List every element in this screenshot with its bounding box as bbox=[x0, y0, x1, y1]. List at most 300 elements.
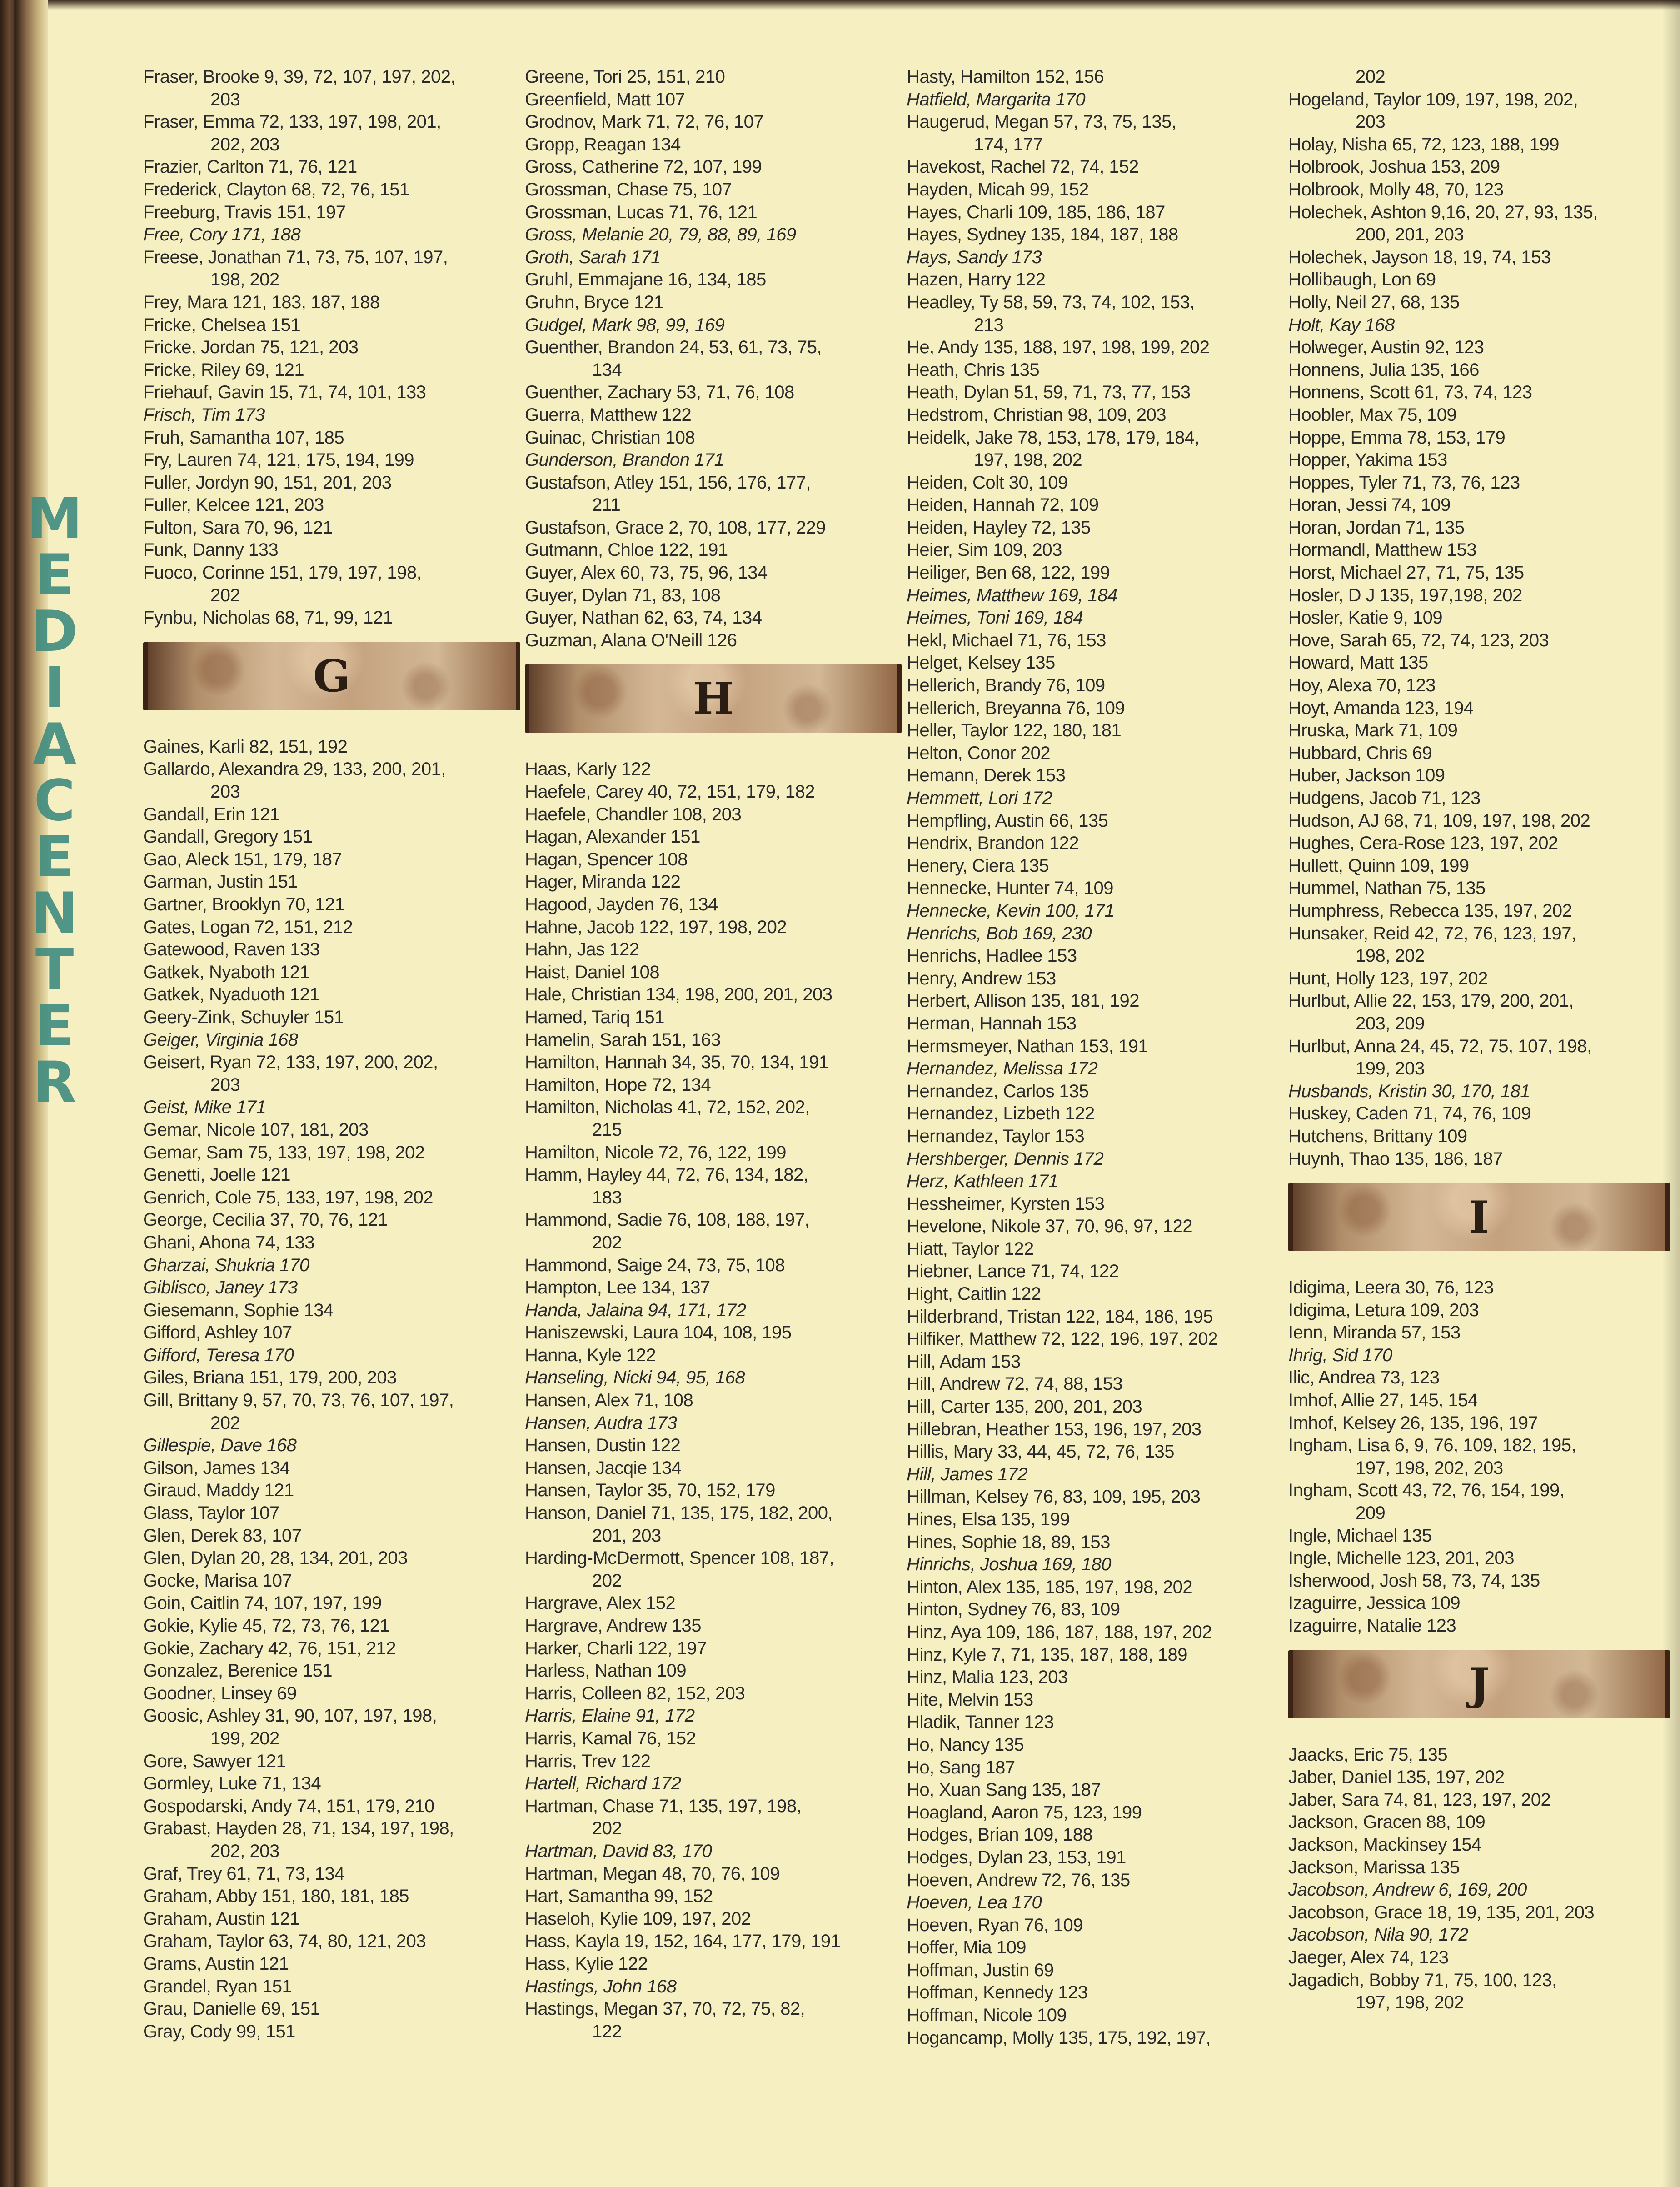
index-entry-continuation: 201, 203 bbox=[592, 1525, 661, 1546]
index-entry: Hoffer, Mia 109 bbox=[907, 1937, 1027, 1958]
index-entry: Hager, Miranda 122 bbox=[525, 872, 681, 892]
index-entry: Goin, Caitlin 74, 107, 197, 199 bbox=[143, 1593, 382, 1613]
index-entry: Izaguirre, Jessica 109 bbox=[1288, 1593, 1461, 1613]
index-entry: Hormandl, Matthew 153 bbox=[1288, 540, 1477, 560]
index-entry: Freese, Jonathan 71, 73, 75, 107, 197, bbox=[143, 247, 448, 267]
index-entry: Jacobson, Nila 90, 172 bbox=[1288, 1925, 1468, 1945]
index-entry: Hartman, Megan 48, 70, 76, 109 bbox=[525, 1863, 780, 1884]
index-entry: Ihrig, Sid 170 bbox=[1288, 1345, 1392, 1365]
index-entry: Garman, Justin 151 bbox=[143, 872, 298, 892]
index-entry-continuation: 197, 198, 202 bbox=[974, 450, 1082, 470]
index-entry: Handa, Jalaina 94, 171, 172 bbox=[525, 1300, 746, 1320]
index-entry: Frisch, Tim 173 bbox=[143, 404, 265, 425]
index-entry: Hansen, Taylor 35, 70, 152, 179 bbox=[525, 1480, 775, 1501]
index-entry: Jacobson, Andrew 6, 169, 200 bbox=[1288, 1880, 1527, 1900]
index-entry: Heiden, Hannah 72, 109 bbox=[907, 495, 1099, 515]
index-entry: Gonzalez, Berenice 151 bbox=[143, 1661, 332, 1681]
index-entry: Ingham, Lisa 6, 9, 76, 109, 182, 195, bbox=[1288, 1435, 1576, 1456]
spine-letter: T bbox=[35, 937, 74, 1003]
index-entry: Gilson, James 134 bbox=[143, 1458, 290, 1478]
index-entry: Gruhn, Bryce 121 bbox=[525, 292, 664, 312]
index-entry: Fraser, Emma 72, 133, 197, 198, 201, bbox=[143, 112, 441, 132]
index-entry: Hamilton, Hannah 34, 35, 70, 134, 191 bbox=[525, 1052, 829, 1073]
index-entry: Hight, Caitlin 122 bbox=[907, 1284, 1041, 1304]
index-entry: Hinton, Sydney 76, 83, 109 bbox=[907, 1599, 1120, 1620]
index-entry: Hansen, Audra 173 bbox=[525, 1413, 677, 1433]
index-entry: Hoffman, Kennedy 123 bbox=[907, 1982, 1088, 2003]
index-entry: Heidelk, Jake 78, 153, 178, 179, 184, bbox=[907, 427, 1200, 448]
index-entry-continuation: 202, 203 bbox=[210, 134, 279, 155]
index-entry: Holechek, Ashton 9,16, 20, 27, 93, 135, bbox=[1288, 202, 1598, 222]
index-entry: Holechek, Jayson 18, 19, 74, 153 bbox=[1288, 247, 1551, 267]
index-entry-continuation: 203 bbox=[210, 782, 240, 802]
index-entry: Hoeven, Andrew 72, 76, 135 bbox=[907, 1870, 1130, 1890]
index-entry: Jaeger, Alex 74, 123 bbox=[1288, 1947, 1449, 1967]
index-entry: Jaber, Sara 74, 81, 123, 197, 202 bbox=[1288, 1789, 1551, 1810]
index-entry: Gunderson, Brandon 171 bbox=[525, 450, 724, 470]
section-letter-banner bbox=[1288, 1183, 1670, 1251]
index-entry: Guenther, Brandon 24, 53, 61, 73, 75, bbox=[525, 337, 822, 358]
index-entry: Gross, Melanie 20, 79, 88, 89, 169 bbox=[525, 225, 796, 245]
index-entry: Ienn, Miranda 57, 153 bbox=[1288, 1323, 1461, 1343]
index-entry: Funk, Danny 133 bbox=[143, 540, 279, 560]
index-entry-continuation: 202 bbox=[592, 1570, 622, 1591]
index-entry: Hilderbrand, Tristan 122, 184, 186, 195 bbox=[907, 1306, 1213, 1327]
index-entry: Hansen, Jacqie 134 bbox=[525, 1458, 682, 1478]
index-entry: Gill, Brittany 9, 57, 70, 73, 76, 107, 197, bbox=[143, 1390, 454, 1411]
index-entry: Honnens, Julia 135, 166 bbox=[1288, 360, 1479, 380]
index-entry: Gropp, Reagan 134 bbox=[525, 134, 681, 155]
index-entry: Hayden, Micah 99, 152 bbox=[907, 179, 1089, 200]
index-entry: Hodges, Brian 109, 188 bbox=[907, 1825, 1093, 1845]
index-entry: Holbrook, Joshua 153, 209 bbox=[1288, 157, 1500, 177]
index-entry: Hartell, Richard 172 bbox=[525, 1773, 681, 1794]
spine-letter: D bbox=[31, 599, 78, 664]
index-entry: Gutmann, Chloe 122, 191 bbox=[525, 540, 728, 560]
index-entry: Heimes, Toni 169, 184 bbox=[907, 608, 1083, 628]
index-entry: Guyer, Alex 60, 73, 75, 96, 134 bbox=[525, 563, 768, 583]
index-entry: Isherwood, Josh 58, 73, 74, 135 bbox=[1288, 1570, 1540, 1591]
index-entry: Freeburg, Travis 151, 197 bbox=[143, 202, 346, 222]
index-entry: Hazen, Harry 122 bbox=[907, 270, 1046, 290]
index-entry-continuation: 122 bbox=[592, 2021, 622, 2042]
index-entry: Haugerud, Megan 57, 73, 75, 135, bbox=[907, 112, 1176, 132]
index-entry: Fruh, Samantha 107, 185 bbox=[143, 427, 344, 448]
index-entry-continuation: 199, 202 bbox=[210, 1728, 279, 1748]
index-entry-continuation: 202 bbox=[1356, 67, 1386, 87]
index-entry: Horan, Jordan 71, 135 bbox=[1288, 517, 1465, 538]
index-entry: Giraud, Maddy 121 bbox=[143, 1480, 294, 1501]
index-entry: Hammond, Sadie 76, 108, 188, 197, bbox=[525, 1210, 810, 1230]
section-letter: G bbox=[313, 650, 350, 702]
index-entry: Free, Cory 171, 188 bbox=[143, 225, 301, 245]
index-entry-continuation: 134 bbox=[592, 360, 622, 380]
spine-letter: A bbox=[33, 712, 76, 777]
index-entry: Frederick, Clayton 68, 72, 76, 151 bbox=[143, 179, 409, 200]
index-entry: Grau, Danielle 69, 151 bbox=[143, 1999, 320, 2019]
index-entry: Hoeven, Ryan 76, 109 bbox=[907, 1915, 1083, 1935]
index-entry: Haist, Daniel 108 bbox=[525, 962, 660, 982]
index-entry: Hove, Sarah 65, 72, 74, 123, 203 bbox=[1288, 630, 1549, 650]
index-entry: Grabast, Hayden 28, 71, 134, 197, 198, bbox=[143, 1818, 454, 1839]
index-entry-continuation: 203, 209 bbox=[1356, 1013, 1425, 1034]
index-entry: Hoeven, Lea 170 bbox=[907, 1892, 1042, 1913]
index-entry: Geiger, Virginia 168 bbox=[143, 1029, 298, 1050]
index-entry: Hammond, Saige 24, 73, 75, 108 bbox=[525, 1255, 785, 1275]
index-entry: Giles, Briana 151, 179, 200, 203 bbox=[143, 1368, 397, 1388]
index-entry: Hartman, David 83, 170 bbox=[525, 1841, 712, 1861]
index-entry: Herz, Kathleen 171 bbox=[907, 1171, 1058, 1192]
index-entry: Headley, Ty 58, 59, 73, 74, 102, 153, bbox=[907, 292, 1195, 312]
index-entry: Hruska, Mark 71, 109 bbox=[1288, 720, 1458, 741]
spine-letter: I bbox=[44, 655, 65, 721]
index-entry: Gao, Aleck 151, 179, 187 bbox=[143, 849, 342, 869]
index-entry: Goosic, Ashley 31, 90, 107, 197, 198, bbox=[143, 1706, 437, 1726]
index-entry: Hershberger, Dennis 172 bbox=[907, 1148, 1104, 1169]
index-entry: Gandall, Gregory 151 bbox=[143, 827, 313, 847]
index-entry: Hermsmeyer, Nathan 153, 191 bbox=[907, 1036, 1148, 1056]
index-entry: Ho, Sang 187 bbox=[907, 1757, 1015, 1778]
index-entry: Fricke, Chelsea 151 bbox=[143, 315, 301, 335]
index-entry: Heiliger, Ben 68, 122, 199 bbox=[907, 563, 1110, 583]
index-entry: Fuller, Jordyn 90, 151, 201, 203 bbox=[143, 472, 392, 493]
spine-letter: E bbox=[35, 543, 74, 608]
index-entry: Hinton, Alex 135, 185, 197, 198, 202 bbox=[907, 1577, 1193, 1597]
index-entry: Henery, Ciera 135 bbox=[907, 855, 1049, 876]
index-entry: Frey, Mara 121, 183, 187, 188 bbox=[143, 292, 380, 312]
index-entry: Holweger, Austin 92, 123 bbox=[1288, 337, 1484, 358]
index-entry: Geery-Zink, Schuyler 151 bbox=[143, 1007, 344, 1027]
index-entry: Hopper, Yakima 153 bbox=[1288, 450, 1447, 470]
index-entry: Gaines, Karli 82, 151, 192 bbox=[143, 736, 348, 757]
index-entry: Hart, Samantha 99, 152 bbox=[525, 1886, 713, 1907]
index-entry: Holly, Neil 27, 68, 135 bbox=[1288, 292, 1460, 312]
index-entry: Heiden, Hayley 72, 135 bbox=[907, 517, 1091, 538]
index-entry: Hines, Elsa 135, 199 bbox=[907, 1509, 1070, 1529]
spine-letter: E bbox=[35, 994, 74, 1059]
index-entry: Jacobson, Grace 18, 19, 135, 201, 203 bbox=[1288, 1902, 1595, 1922]
index-entry: Harris, Elaine 91, 172 bbox=[525, 1706, 695, 1726]
index-entry: Hampton, Lee 134, 137 bbox=[525, 1278, 710, 1298]
index-entry: Hennecke, Hunter 74, 109 bbox=[907, 878, 1113, 899]
index-entry: Heier, Sim 109, 203 bbox=[907, 540, 1062, 560]
index-entry: Haas, Karly 122 bbox=[525, 759, 651, 779]
index-entry: Hedstrom, Christian 98, 109, 203 bbox=[907, 404, 1166, 425]
index-entry: Hinz, Kyle 7, 71, 135, 187, 188, 189 bbox=[907, 1644, 1187, 1665]
index-entry: Husbands, Kristin 30, 170, 181 bbox=[1288, 1081, 1530, 1101]
index-entry: Glen, Derek 83, 107 bbox=[143, 1525, 302, 1546]
index-entry: Gore, Sawyer 121 bbox=[143, 1751, 286, 1771]
index-entry: Huber, Jackson 109 bbox=[1288, 765, 1445, 786]
index-entry: Gatkek, Nyaboth 121 bbox=[143, 962, 310, 982]
index-entry: He, Andy 135, 188, 197, 198, 199, 202 bbox=[907, 337, 1210, 358]
index-entry-continuation: 200, 201, 203 bbox=[1356, 225, 1464, 245]
index-entry: Graham, Austin 121 bbox=[143, 1908, 300, 1929]
index-entry: Grossman, Chase 75, 107 bbox=[525, 179, 732, 200]
page-top-edge bbox=[48, 0, 1680, 10]
index-entry: Gallardo, Alexandra 29, 133, 200, 201, bbox=[143, 759, 446, 779]
index-entry: Harker, Charli 122, 197 bbox=[525, 1638, 707, 1658]
section-letter-banner bbox=[525, 664, 902, 733]
index-entry: Hogancamp, Molly 135, 175, 192, 197, bbox=[907, 2027, 1211, 2048]
index-entry: Gharzai, Shukria 170 bbox=[143, 1255, 309, 1275]
index-entry: Haniszewski, Laura 104, 108, 195 bbox=[525, 1323, 792, 1343]
index-entry: Honnens, Scott 61, 73, 74, 123 bbox=[1288, 382, 1532, 403]
index-entry: Hass, Kayla 19, 152, 164, 177, 179, 191 bbox=[525, 1931, 841, 1952]
index-entry: Hodges, Dylan 23, 153, 191 bbox=[907, 1847, 1126, 1867]
index-entry: Harris, Kamal 76, 152 bbox=[525, 1728, 696, 1748]
index-entry: Idigima, Leera 30, 76, 123 bbox=[1288, 1278, 1494, 1298]
index-entry: Heath, Dylan 51, 59, 71, 73, 77, 153 bbox=[907, 382, 1191, 403]
index-entry: Howard, Matt 135 bbox=[1288, 653, 1428, 673]
index-entry: Horst, Michael 27, 71, 75, 135 bbox=[1288, 563, 1524, 583]
index-column-2 bbox=[525, 66, 902, 2043]
index-entry: Gustafson, Grace 2, 70, 108, 177, 229 bbox=[525, 517, 826, 538]
index-entry: Harless, Nathan 109 bbox=[525, 1661, 687, 1681]
index-entry: Hevelone, Nikole 37, 70, 96, 97, 122 bbox=[907, 1216, 1193, 1237]
index-entry: Ho, Xuan Sang 135, 187 bbox=[907, 1780, 1101, 1800]
index-entry: Hamm, Hayley 44, 72, 76, 134, 182, bbox=[525, 1165, 808, 1185]
index-entry: Hasty, Hamilton 152, 156 bbox=[907, 67, 1104, 87]
index-entry: Henrichs, Hadlee 153 bbox=[907, 946, 1077, 966]
index-entry: Hutchens, Brittany 109 bbox=[1288, 1126, 1467, 1146]
index-entry: Hanna, Kyle 122 bbox=[525, 1345, 656, 1365]
index-entry: Hernandez, Melissa 172 bbox=[907, 1059, 1098, 1079]
index-entry: Hernandez, Lizbeth 122 bbox=[907, 1103, 1095, 1124]
index-entry: Imhof, Kelsey 26, 135, 196, 197 bbox=[1288, 1413, 1538, 1433]
index-entry: Heimes, Matthew 169, 184 bbox=[907, 585, 1117, 605]
index-entry: Fricke, Riley 69, 121 bbox=[143, 360, 304, 380]
index-entry: Groth, Sarah 171 bbox=[525, 247, 661, 267]
index-entry: Hurlbut, Allie 22, 153, 179, 200, 201, bbox=[1288, 991, 1574, 1011]
spine-letter: C bbox=[34, 768, 75, 834]
index-entry: Gifford, Teresa 170 bbox=[143, 1345, 294, 1365]
index-entry: Hinz, Malia 123, 203 bbox=[907, 1667, 1068, 1688]
index-entry: Grodnov, Mark 71, 72, 76, 107 bbox=[525, 112, 764, 132]
index-entry: Henrichs, Bob 169, 230 bbox=[907, 923, 1092, 944]
index-entry: Hahn, Jas 122 bbox=[525, 939, 639, 960]
index-entry: Herbert, Allison 135, 181, 192 bbox=[907, 991, 1140, 1011]
index-entry: Grandel, Ryan 151 bbox=[143, 1976, 292, 1997]
index-entry: Ilic, Andrea 73, 123 bbox=[1288, 1368, 1440, 1388]
index-entry: Gemar, Nicole 107, 181, 203 bbox=[143, 1119, 369, 1140]
index-entry: Ingle, Michelle 123, 201, 203 bbox=[1288, 1548, 1514, 1568]
index-entry: Hill, James 172 bbox=[907, 1464, 1027, 1484]
index-entry: Haefele, Carey 40, 72, 151, 179, 182 bbox=[525, 782, 815, 802]
spine-letter: E bbox=[35, 824, 74, 890]
index-entry: Jackson, Gracen 88, 109 bbox=[1288, 1812, 1486, 1832]
index-entry: Imhof, Allie 27, 145, 154 bbox=[1288, 1390, 1478, 1411]
index-entry: Gokie, Kylie 45, 72, 73, 76, 121 bbox=[143, 1616, 390, 1636]
spine-letter: N bbox=[31, 881, 78, 946]
index-entry-continuation: 202 bbox=[592, 1818, 622, 1839]
index-entry: Henry, Andrew 153 bbox=[907, 968, 1056, 989]
index-entry: Hummel, Nathan 75, 135 bbox=[1288, 878, 1486, 899]
index-entry: Hamilton, Nicholas 41, 72, 152, 202, bbox=[525, 1097, 810, 1118]
index-entry: Hollibaugh, Lon 69 bbox=[1288, 270, 1436, 290]
index-entry: Hite, Melvin 153 bbox=[907, 1689, 1033, 1710]
index-entry: Harris, Trev 122 bbox=[525, 1751, 651, 1771]
index-entry: Guinac, Christian 108 bbox=[525, 427, 695, 448]
index-entry: Haseloh, Kylie 109, 197, 202 bbox=[525, 1908, 751, 1929]
index-entry: Hays, Sandy 173 bbox=[907, 247, 1042, 267]
index-entry: Huynh, Thao 135, 186, 187 bbox=[1288, 1148, 1503, 1169]
index-entry-continuation: 197, 198, 202 bbox=[1356, 1992, 1464, 2013]
index-entry: Hemann, Derek 153 bbox=[907, 765, 1066, 786]
index-entry: Hellerich, Breyanna 76, 109 bbox=[907, 698, 1125, 718]
index-entry-continuation: 211 bbox=[592, 495, 621, 515]
index-entry: Hale, Christian 134, 198, 200, 201, 203 bbox=[525, 984, 833, 1005]
index-entry: Fry, Lauren 74, 121, 175, 194, 199 bbox=[143, 450, 414, 470]
index-entry: Harding-McDermott, Spencer 108, 187, bbox=[525, 1548, 834, 1568]
index-entry: Hogeland, Taylor 109, 197, 198, 202, bbox=[1288, 89, 1578, 110]
index-entry: George, Cecilia 37, 70, 76, 121 bbox=[143, 1210, 388, 1230]
index-entry-continuation: 198, 202 bbox=[1356, 946, 1425, 966]
index-entry: Gudgel, Mark 98, 99, 169 bbox=[525, 315, 725, 335]
index-column-4 bbox=[1288, 66, 1670, 2014]
index-entry: Greenfield, Matt 107 bbox=[525, 89, 685, 110]
index-entry: Ghani, Ahona 74, 133 bbox=[143, 1232, 314, 1253]
index-entry-continuation: 198, 202 bbox=[210, 270, 279, 290]
index-column-3 bbox=[907, 66, 1284, 2049]
index-entry: Genetti, Joelle 121 bbox=[143, 1165, 291, 1185]
index-entry: Heiden, Colt 30, 109 bbox=[907, 472, 1068, 493]
index-entry-continuation: 213 bbox=[974, 315, 1004, 335]
index-entry: Hilfiker, Matthew 72, 122, 196, 197, 202 bbox=[907, 1329, 1218, 1349]
index-entry: Hoy, Alexa 70, 123 bbox=[1288, 675, 1436, 696]
index-entry: Hendrix, Brandon 122 bbox=[907, 833, 1079, 854]
index-entry: Guzman, Alana O'Neill 126 bbox=[525, 630, 737, 650]
index-entry: Goodner, Linsey 69 bbox=[143, 1683, 297, 1703]
index-entry-continuation: 183 bbox=[592, 1187, 622, 1208]
index-entry: Horan, Jessi 74, 109 bbox=[1288, 495, 1451, 515]
index-entry: Hiebner, Lance 71, 74, 122 bbox=[907, 1261, 1119, 1282]
section-letter: H bbox=[693, 673, 734, 724]
index-entry-continuation: 203 bbox=[1356, 112, 1386, 132]
index-entry: Fuoco, Corinne 151, 179, 197, 198, bbox=[143, 563, 422, 583]
index-entry: Graf, Trey 61, 71, 73, 134 bbox=[143, 1863, 344, 1884]
index-entry: Hillebran, Heather 153, 196, 197, 203 bbox=[907, 1419, 1201, 1439]
index-entry: Helton, Conor 202 bbox=[907, 743, 1051, 763]
index-entry: Idigima, Letura 109, 203 bbox=[1288, 1300, 1479, 1320]
index-entry: Izaguirre, Natalie 123 bbox=[1288, 1616, 1456, 1636]
section-letter: I bbox=[1469, 1191, 1490, 1243]
index-entry: Hurlbut, Anna 24, 45, 72, 75, 107, 198, bbox=[1288, 1036, 1592, 1056]
index-entry: Greene, Tori 25, 151, 210 bbox=[525, 67, 725, 87]
index-entry: Hansen, Alex 71, 108 bbox=[525, 1390, 693, 1411]
index-entry: Gross, Catherine 72, 107, 199 bbox=[525, 157, 762, 177]
index-column-1 bbox=[143, 66, 520, 2043]
index-entry: Fulton, Sara 70, 96, 121 bbox=[143, 517, 333, 538]
index-entry: Gokie, Zachary 42, 76, 151, 212 bbox=[143, 1638, 396, 1658]
index-entry: Hudson, AJ 68, 71, 109, 197, 198, 202 bbox=[1288, 810, 1590, 831]
index-entry: Hayes, Charli 109, 185, 186, 187 bbox=[907, 202, 1165, 222]
section-letter: J bbox=[1469, 1658, 1490, 1710]
spine-letter: M bbox=[26, 486, 83, 552]
index-entry: Hinz, Aya 109, 186, 187, 188, 197, 202 bbox=[907, 1622, 1212, 1642]
index-entry-continuation: 197, 198, 202, 203 bbox=[1356, 1458, 1503, 1478]
index-entry: Hillman, Kelsey 76, 83, 109, 195, 203 bbox=[907, 1487, 1201, 1507]
section-letter-banner bbox=[1288, 1650, 1670, 1718]
index-entry: Gemar, Sam 75, 133, 197, 198, 202 bbox=[143, 1142, 425, 1163]
index-entry: Holbrook, Molly 48, 70, 123 bbox=[1288, 179, 1504, 200]
index-entry-continuation: 202 bbox=[210, 585, 240, 605]
index-entry: Ingham, Scott 43, 72, 76, 154, 199, bbox=[1288, 1480, 1565, 1501]
index-entry: Geisert, Ryan 72, 133, 197, 200, 202, bbox=[143, 1052, 438, 1073]
index-entry: Fuller, Kelcee 121, 203 bbox=[143, 495, 324, 515]
index-entry-continuation: 202, 203 bbox=[210, 1841, 279, 1861]
index-entry: Gray, Cody 99, 151 bbox=[143, 2021, 295, 2042]
index-entry: Gustafson, Atley 151, 156, 176, 177, bbox=[525, 472, 811, 493]
index-entry: Guyer, Dylan 71, 83, 108 bbox=[525, 585, 721, 605]
index-entry: Hastings, Megan 37, 70, 72, 75, 82, bbox=[525, 1999, 805, 2019]
index-entry: Giesemann, Sophie 134 bbox=[143, 1300, 334, 1320]
index-entry: Hinrichs, Joshua 169, 180 bbox=[907, 1554, 1111, 1575]
index-entry: Gocke, Marisa 107 bbox=[143, 1570, 292, 1591]
index-entry: Helget, Kelsey 135 bbox=[907, 653, 1055, 673]
index-entry: Jackson, Marissa 135 bbox=[1288, 1857, 1460, 1877]
index-entry: Genrich, Cole 75, 133, 197, 198, 202 bbox=[143, 1187, 434, 1208]
index-entry: Hoffman, Nicole 109 bbox=[907, 2005, 1067, 2026]
index-entry-continuation: 203 bbox=[210, 89, 240, 110]
index-entry: Hempfling, Austin 66, 135 bbox=[907, 810, 1108, 831]
index-entry-continuation: 202 bbox=[210, 1413, 240, 1433]
index-entry: Hatfield, Margarita 170 bbox=[907, 89, 1086, 110]
index-entry: Gormley, Luke 71, 134 bbox=[143, 1773, 321, 1794]
index-entry: Hellerich, Brandy 76, 109 bbox=[907, 675, 1105, 696]
index-entry: Gillespie, Dave 168 bbox=[143, 1435, 297, 1456]
index-entry-continuation: 215 bbox=[592, 1119, 622, 1140]
index-entry: Fricke, Jordan 75, 121, 203 bbox=[143, 337, 359, 358]
media-center-stamp bbox=[26, 486, 83, 1354]
index-entry: Guerra, Matthew 122 bbox=[525, 404, 692, 425]
index-entry: Heath, Chris 135 bbox=[907, 360, 1040, 380]
index-entry: Hayes, Sydney 135, 184, 187, 188 bbox=[907, 225, 1178, 245]
index-entry: Hoppes, Tyler 71, 73, 76, 123 bbox=[1288, 472, 1520, 493]
index-entry: Hosler, D J 135, 197,198, 202 bbox=[1288, 585, 1522, 605]
index-entry: Hartman, Chase 71, 135, 197, 198, bbox=[525, 1796, 802, 1816]
index-entry: Gatkek, Nyaduoth 121 bbox=[143, 984, 320, 1005]
index-entry: Hladik, Tanner 123 bbox=[907, 1712, 1054, 1733]
index-entry: Hass, Kylie 122 bbox=[525, 1953, 648, 1974]
index-entry: Guyer, Nathan 62, 63, 74, 134 bbox=[525, 608, 762, 628]
index-entry: Jaber, Daniel 135, 197, 202 bbox=[1288, 1767, 1505, 1788]
index-entry: Hill, Carter 135, 200, 201, 203 bbox=[907, 1397, 1142, 1417]
index-entry: Hunt, Holly 123, 197, 202 bbox=[1288, 968, 1488, 989]
index-entry: Herman, Hannah 153 bbox=[907, 1013, 1077, 1034]
index-entry: Jackson, Mackinsey 154 bbox=[1288, 1834, 1481, 1855]
index-entry: Gatewood, Raven 133 bbox=[143, 939, 320, 960]
index-entry: Haefele, Chandler 108, 203 bbox=[525, 804, 742, 824]
index-entry: Hoppe, Emma 78, 153, 179 bbox=[1288, 427, 1506, 448]
index-entry: Hagood, Jayden 76, 134 bbox=[525, 894, 718, 914]
index-entry: Hagan, Spencer 108 bbox=[525, 849, 688, 869]
index-entry: Hanseling, Nicki 94, 95, 168 bbox=[525, 1368, 745, 1388]
index-entry: Hagan, Alexander 151 bbox=[525, 827, 700, 847]
index-entry: Hoyt, Amanda 123, 194 bbox=[1288, 698, 1474, 718]
index-entry: Fraser, Brooke 9, 39, 72, 107, 197, 202, bbox=[143, 67, 456, 87]
spine-letter: R bbox=[33, 1050, 76, 1115]
index-entry: Jagadich, Bobby 71, 75, 100, 123, bbox=[1288, 1970, 1557, 1990]
index-entry: Hernandez, Taylor 153 bbox=[907, 1126, 1085, 1146]
index-entry-continuation: 202 bbox=[592, 1232, 622, 1253]
index-entry: Geist, Mike 171 bbox=[143, 1097, 266, 1118]
index-entry: Hamilton, Nicole 72, 76, 122, 199 bbox=[525, 1142, 786, 1163]
index-entry: Glen, Dylan 20, 28, 134, 201, 203 bbox=[143, 1548, 408, 1568]
index-entry: Ho, Nancy 135 bbox=[907, 1734, 1024, 1755]
index-entry: Giblisco, Janey 173 bbox=[143, 1278, 298, 1298]
index-entry: Holay, Nisha 65, 72, 123, 188, 199 bbox=[1288, 134, 1560, 155]
